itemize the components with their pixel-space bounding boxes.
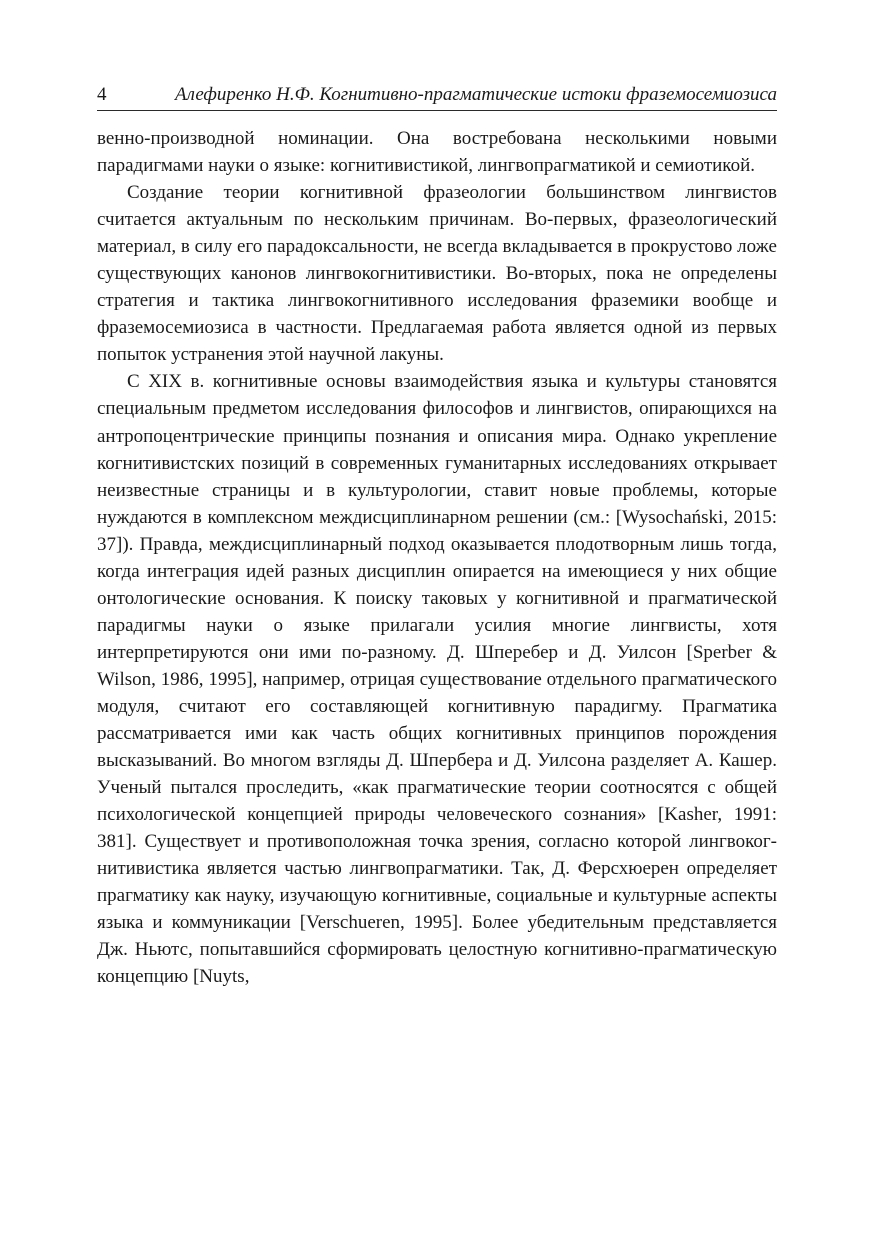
running-header-title: Алефиренко Н.Ф. Когнитивно-прагматические истоки фраземосемиозиса: [175, 84, 777, 105]
body-text: [97, 125, 777, 991]
paragraph: Создание теории когнитивной фразеологии большинством лингвистов считается актуальным по нескольким причинам. Во-первых, фразеологический материал, в силу его парадоксальности, не всегда вкладывается в прокрустово ложе существующих канонов лингвокогнитивистики. Во-вторых, пока не определены стратегия и тактика лингвокогнитивного исследования фраземики вообще и фраземосемиозиса в частности. Предлагаемая работа является одной из первых попыток устранения этой научной лакуны.: [97, 182, 777, 366]
paragraph: С XIX в. когнитивные основы взаимодействия языка и культуры становятся специальным предметом исследования философов и лингвистов, опирающихся на антропоцентрические принципы познания и описания мира. Однако укрепление когнитивистских позиций в современных гуманитарных исследованиях открывает неизвестные страницы и в культурологии, ставит новые проблемы, которые нуждаются в комплексном междисциплинарном решении (см.: [Wysochański, 2015: 37]). Правда, междисциплинарный подход оказывается плодотворным лишь тогда, когда интеграция идей разных дисциплин опирается на имеющиеся у них общие онтологические основания. К поиску таковых у когнитивной и прагматической парадигмы науки о языке прилагали усилия многие лингвисты, хотя интерпретируются они ими по-разному. Д. Шперебер и Д. Уилсон [Sperber & Wilson, 1986, 1995], например, отрицая существование отдельного прагматического модуля, считают его составляющей когнитивную парадигму. Прагматика рассматривается ими как часть общих когнитивных принципов порождения высказываний. Во многом взгляды Д. Шпербера и Д. Уилсона разделяет А. Кашер. Ученый пытался проследить, «как прагматические теории соотносятся с общей психологической концепцией природы человеческого сознания» [Kasher, 1991: 381]. Существует и противоположная точка зрения, согласно которой лингвокогнитивистика является частью лингвопрагматики. Так, Д. Ферсхюерен определяет прагматику как науку, изучающую когнитивные, социальные и культурные аспекты языка и коммуникации [Verschueren, 1995]. Более убедительным представляется Дж. Ньютс, попытавшийся сформировать целостную когнитивно-прагматическую концепцию [Nuyts,: [97, 371, 777, 988]
running-header: [97, 80, 777, 111]
paragraph-continued: венно-производной номинации. Она востребована несколькими новыми парадигмами науки о языке: когнитивистикой, лингвопрагматикой и семиотикой.: [97, 128, 777, 177]
page-number: 4: [97, 84, 107, 105]
book-page: [97, 80, 777, 991]
